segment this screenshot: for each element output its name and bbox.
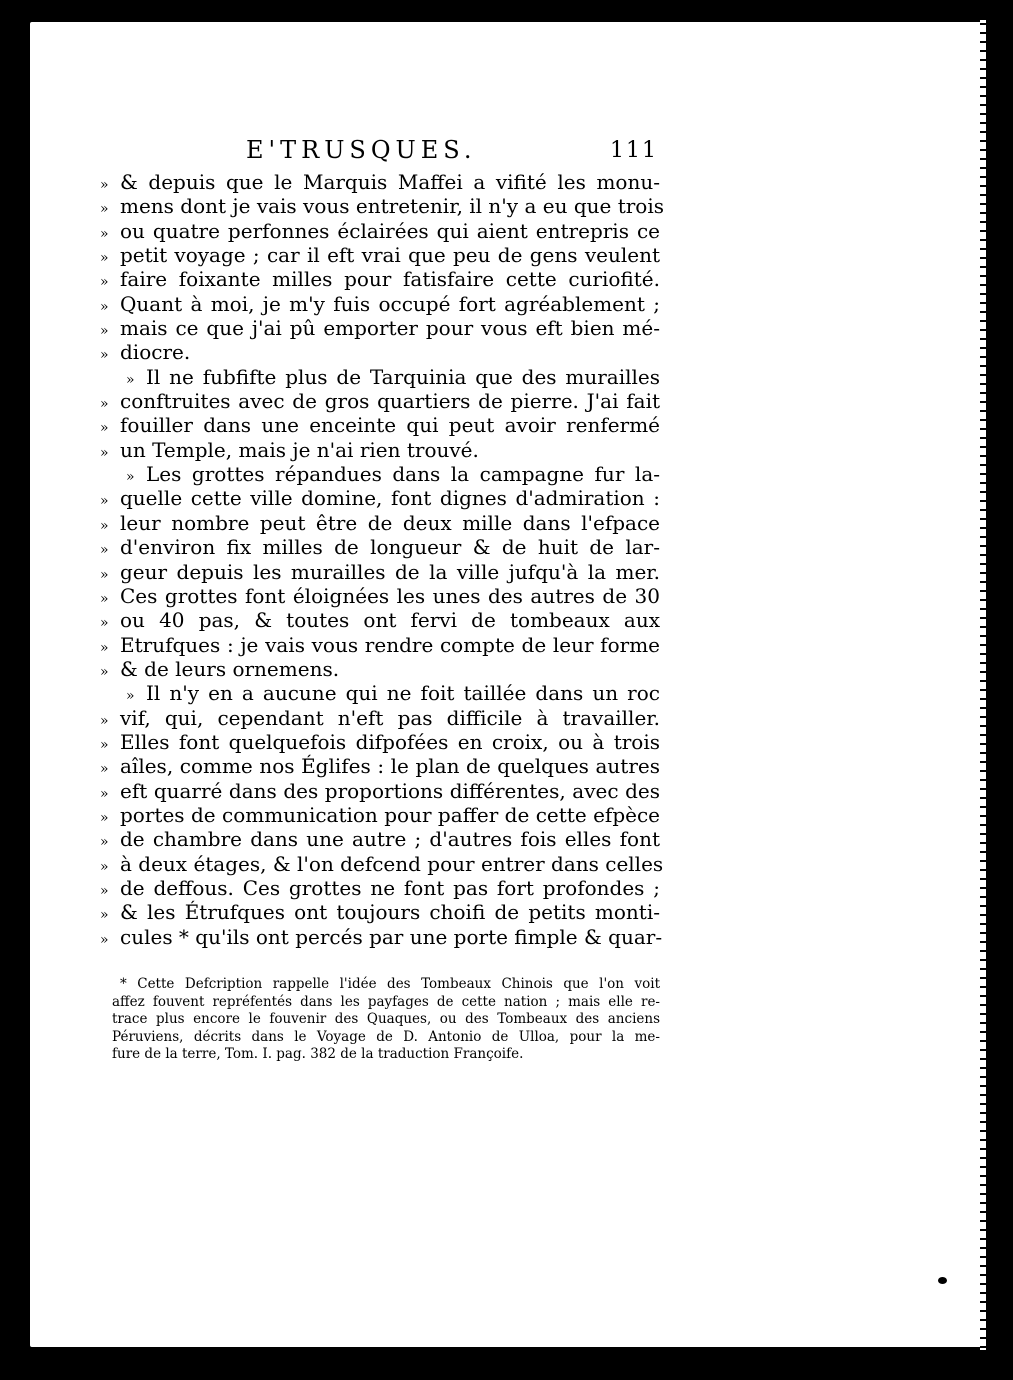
line-text: faire foixante milles pour fatisfaire cette curiofité. [120, 267, 660, 292]
line-text: Quant à moi, je m'y fuis occupé fort agréablement ; [120, 291, 660, 316]
quote-mark: » [100, 274, 109, 291]
line-text: diocre. [120, 340, 191, 365]
line-text: de deffous. Ces grottes ne font pas fort profondes ; [120, 875, 660, 900]
page-edge-artifact [980, 20, 986, 1350]
running-title: E'TRUSQUES. [246, 136, 477, 164]
quote-mark: » [126, 469, 135, 486]
text-line [100, 267, 660, 291]
quote-mark: » [100, 809, 109, 826]
line-text: d'environ fix milles de longueur & de huit de lar- [120, 535, 660, 560]
text-line [100, 924, 663, 949]
text-line [100, 438, 660, 462]
line-text: leur nombre peut être de deux mille dans l'efpace [120, 510, 660, 535]
line-text: mais ce que j'ai pû emporter pour vous eft bien mé- [120, 316, 660, 341]
line-text: geur depuis les murailles de la ville jufqu'à la mer. [120, 559, 660, 584]
text-line [100, 730, 660, 754]
quote-mark: » [100, 590, 109, 607]
text-line [100, 194, 664, 219]
line-text: quelle cette ville domine, font dignes d'admiration : [120, 486, 660, 511]
text-line [100, 706, 660, 730]
line-text: cules * qu'ils ont percés par une porte fimple & quar- [120, 924, 663, 949]
footnote-line: affez fouvent repréfentés dans les payfages de cette nation ; mais elle re- [112, 993, 660, 1010]
text-line [100, 608, 660, 632]
text-line [100, 486, 660, 510]
text-line [100, 243, 660, 267]
quote-mark: » [100, 907, 109, 924]
quote-mark: » [100, 177, 109, 193]
text-line [100, 754, 660, 778]
quote-mark: » [126, 688, 135, 705]
text-line [100, 803, 660, 827]
line-text: vif, qui, cependant n'eft pas difficile à travailler. [120, 705, 660, 730]
line-text: & depuis que le Marquis Maffei a vifité les monu- [120, 170, 660, 194]
line-text: ou quatre perfonnes éclairées qui aient entrepris ce [120, 218, 660, 243]
text-line [100, 365, 660, 389]
line-text: Ces grottes font éloignées les unes des autres de 30 [120, 583, 660, 608]
line-text: mens dont je vais vous entretenir, il n'y a eu que trois [120, 194, 664, 219]
text-line [100, 292, 660, 316]
text-line [100, 584, 660, 608]
quote-mark: » [100, 615, 109, 632]
quote-mark: » [100, 298, 109, 315]
page-header [118, 136, 658, 166]
text-line [100, 535, 660, 559]
line-text: ou 40 pas, & toutes ont fervi de tombeaux aux [120, 608, 660, 633]
line-text: Il n'y en a aucune qui ne foit taillée dans un roc [146, 681, 660, 706]
quote-mark: » [100, 663, 109, 680]
text-line [100, 633, 660, 657]
text-line [100, 851, 664, 876]
text-line [100, 316, 660, 340]
quote-mark: » [100, 785, 109, 802]
footnote-line: Péruviens, décrits dans le Voyage de D. Antonio de Ulloa, pour la me- [112, 1028, 660, 1045]
text-line [100, 657, 660, 681]
line-text: aîles, comme nos Églifes : le plan de quelques autres [120, 754, 660, 779]
quote-mark: » [100, 444, 109, 461]
text-line [100, 560, 660, 584]
line-text: de chambre dans une autre ; d'autres fois elles font [120, 827, 660, 852]
text-line [100, 413, 660, 437]
line-text: & de leurs ornemens. [120, 656, 340, 681]
quote-mark: » [100, 639, 109, 656]
line-text: portes de communication pour paffer de cette efpèce [120, 802, 660, 827]
quote-mark: » [100, 736, 109, 753]
text-line [100, 340, 660, 364]
ink-speck [938, 1277, 947, 1284]
footnote [112, 976, 660, 1064]
quote-mark: » [100, 517, 109, 534]
line-text: Il ne fubfifte plus de Tarquinia que des murailles [146, 364, 660, 389]
quote-mark: » [100, 566, 109, 583]
footnote-line: trace plus encore le fouvenir des Quaques, ou des Tombeaux des anciens [112, 1011, 660, 1028]
quote-mark: » [100, 420, 109, 437]
text-line [100, 876, 660, 900]
quote-mark: » [100, 250, 109, 267]
quote-mark: » [100, 712, 109, 729]
text-line [100, 219, 660, 243]
footnote-line: * Cette Defcription rappelle l'idée des Tombeaux Chinois que l'on voit [120, 976, 660, 992]
quote-mark: » [126, 371, 135, 388]
line-text: Etrufques : je vais vous rendre compte de leur forme [120, 632, 660, 657]
page-number: 111 [610, 138, 658, 163]
quote-mark: » [100, 493, 109, 510]
quote-mark: » [100, 882, 109, 899]
quote-mark: » [100, 225, 109, 242]
footnote-line: fure de la terre, Tom. I. pag. 382 de la traduction Françoife. [112, 1046, 524, 1063]
line-text: eft quarré dans des proportions différentes, avec des [120, 778, 660, 803]
text-line [100, 779, 660, 803]
text-line [100, 900, 660, 924]
line-text: conftruites avec de gros quartiers de pierre. J'ai fait [120, 389, 660, 414]
line-text: un Temple, mais je n'ai rien trouvé. [120, 437, 479, 462]
text-line [100, 681, 660, 705]
body-text [100, 170, 664, 949]
quote-mark: » [100, 542, 109, 559]
quote-mark: » [100, 396, 109, 413]
text-line [100, 827, 660, 851]
quote-mark: » [100, 834, 109, 851]
text-line [100, 170, 660, 194]
line-text: Elles font quelquefois difpofées en croix, ou à trois [120, 729, 660, 754]
quote-mark: » [100, 761, 109, 778]
line-text: Les grottes répandues dans la campagne fur la- [146, 462, 660, 487]
quote-mark: » [100, 858, 109, 875]
line-text: petit voyage ; car il eft vrai que peu de gens veulent [120, 243, 660, 268]
quote-mark: » [100, 347, 109, 364]
line-text: à deux étages, & l'on defcend pour entrer dans celles [120, 851, 664, 876]
text-line [100, 511, 660, 535]
quote-mark: » [100, 201, 109, 218]
text-line [100, 462, 660, 486]
quote-mark: » [100, 323, 109, 340]
text-line [100, 389, 660, 413]
line-text: fouiller dans une enceinte qui peut avoir renfermé [120, 413, 660, 438]
line-text: & les Étrufques ont toujours choifi de petits monti- [120, 900, 660, 925]
quote-mark: » [100, 931, 109, 948]
